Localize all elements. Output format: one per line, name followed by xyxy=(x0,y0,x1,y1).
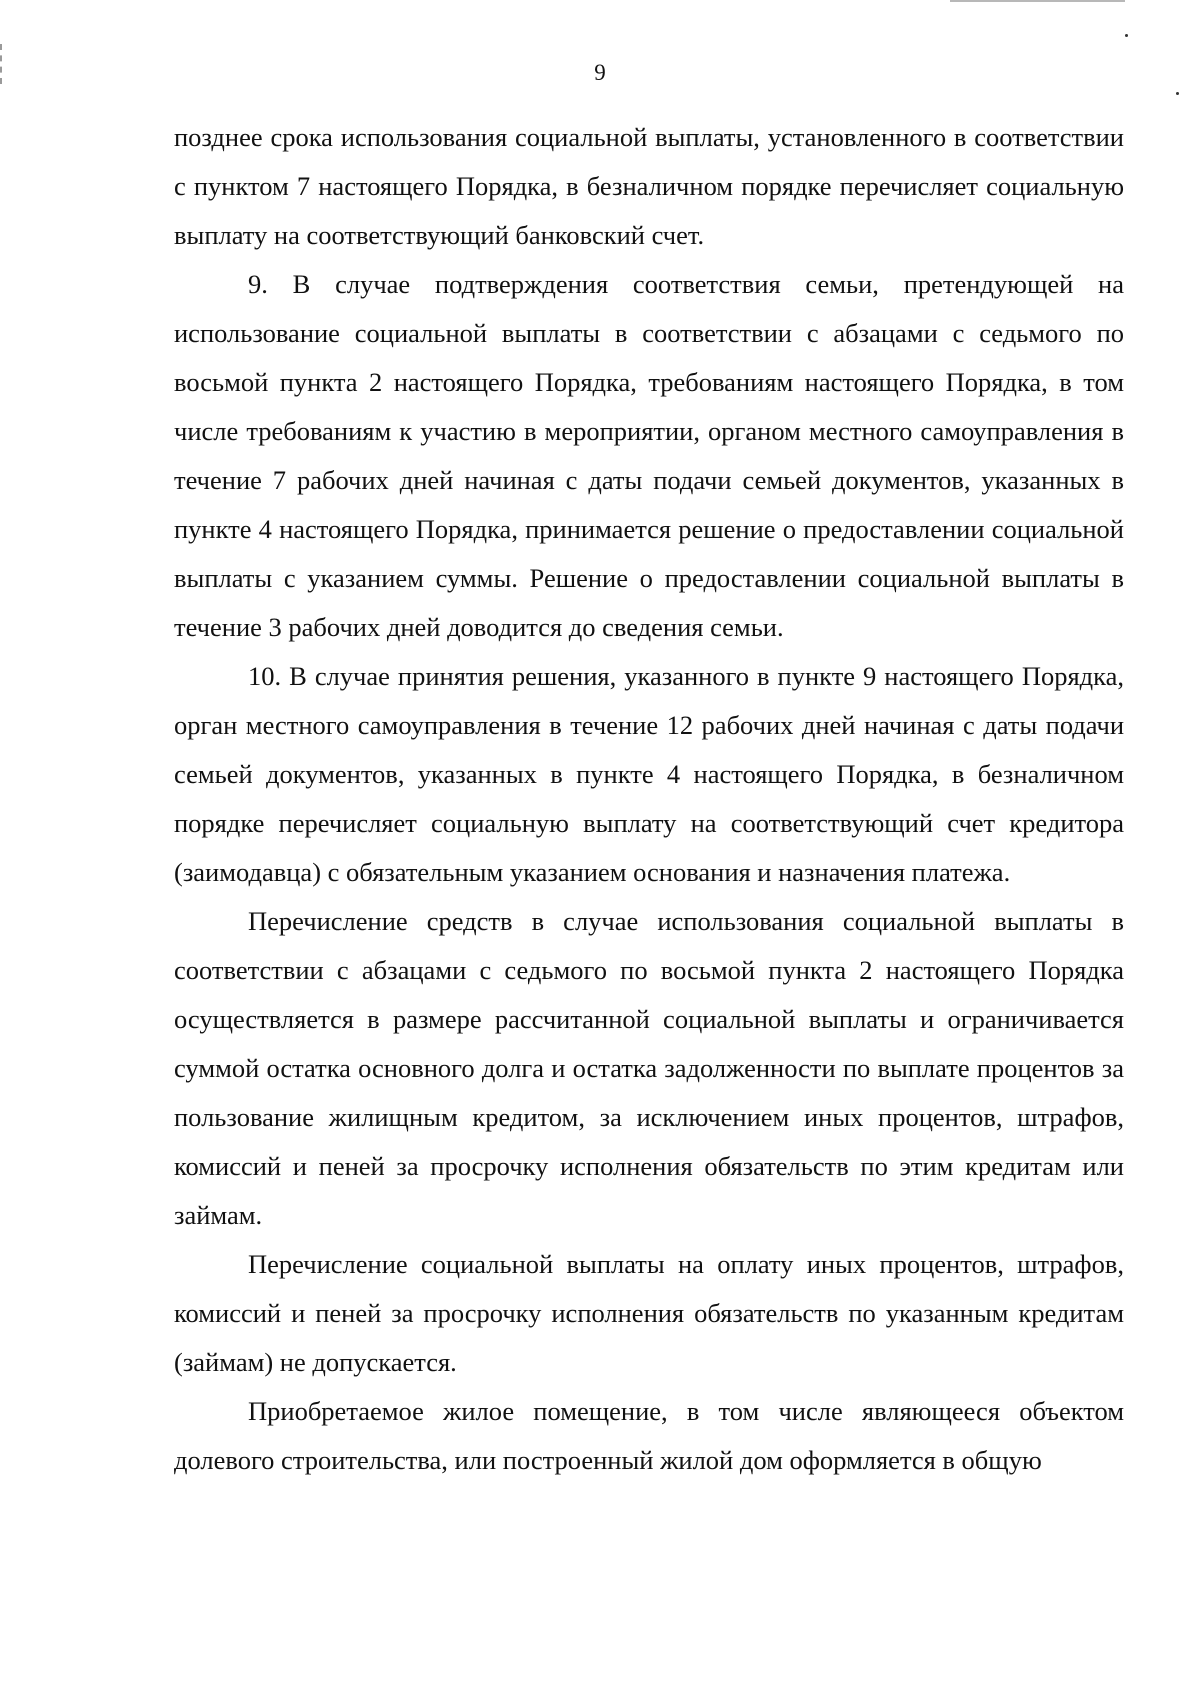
paragraph-continuation: позднее срока использования социальной выплаты, установленного в соответствии с пунктом 7 настоящего Порядка, в безналичном порядке перечисляет социальную выплату на соответствующий банковский счет. xyxy=(174,122,1124,250)
page-number: 9 xyxy=(594,60,606,85)
paragraph-transfer-amount: Перечисление средств в случае использования социальной выплаты в соответствии с абзацами с седьмого по восьмой пункта 2 настоящего Порядка осуществляется в размере рассчитанной социальной выплаты и ограничивается суммой остатка основного долга и остатка задолженности по выплате процентов за пользование жилищным кредитом, за исключением иных процентов, штрафов, комиссий и пеней за просрочку исполнения обязательств по этим кредитам или займам. xyxy=(174,906,1124,1230)
scan-speck xyxy=(1176,92,1179,95)
paragraph-transfer-restriction: Перечисление социальной выплаты на оплату иных процентов, штрафов, комиссий и пеней за просрочку исполнения обязательств по указанным кредитам (займам) не допускается. xyxy=(174,1249,1124,1377)
paragraph-item-9: 9. В случае подтверждения соответствия семьи, претендующей на использование социальной выплаты в соответствии с абзацами с седьмого по восьмой пункта 2 настоящего Порядка, требованиям настоящего Порядка, в том числе требованиям к участию в мероприятии, органом местного самоуправления в течение 7 рабочих дней начиная с даты подачи семьей документов, указанных в пункте 4 настоящего Порядка, принимается решение о предоставлении социальной выплаты с указанием суммы. Решение о предоставлении социальной выплаты в течение 3 рабочих дней доводится до сведения семьи. xyxy=(174,269,1124,642)
scan-speck xyxy=(1125,34,1128,37)
paragraph-item-10: 10. В случае принятия решения, указанного в пункте 9 настоящего Порядка, орган местного самоуправления в течение 12 рабочих дней начиная с даты подачи семьей документов, указанных в пункте 4 настоящего Порядка, в безналичном порядке перечисляет социальную выплату на соответствующий счет кредитора (заимодавца) с обязательным указанием основания и назначения платежа. xyxy=(174,661,1124,887)
paragraph-ownership: Приобретаемое жилое помещение, в том числе являющееся объектом долевого строительства, или построенный жилой дом оформляется в общую xyxy=(174,1396,1124,1475)
scan-edge-line xyxy=(950,0,1125,2)
document-body xyxy=(174,113,1124,1485)
